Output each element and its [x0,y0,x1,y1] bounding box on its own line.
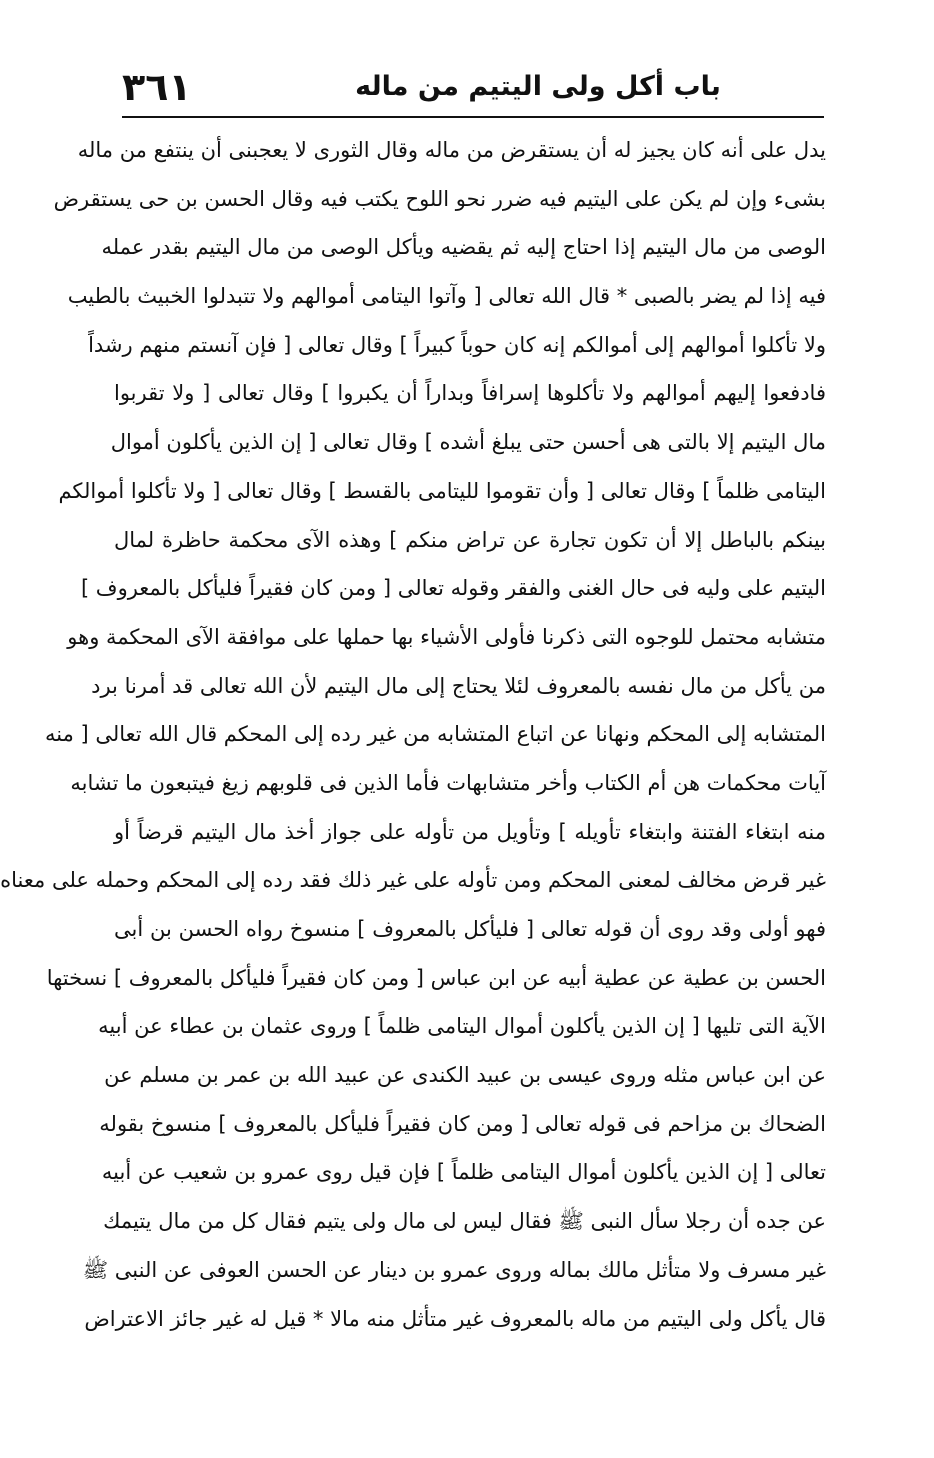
text-line: فادفعوا إليهم أموالهم ولا تأكلوها إسرافاً وبداراً أن يكبروا ] وقال تعالى [ ولا تقربوا [114,381,826,406]
text-line: الحسن بن عطية عن عطية أبيه عن ابن عباس [ ومن كان فقيراً فليأكل بالمعروف ] نسختها [46,965,826,990]
text-line: بشىء وإن لم يكن على اليتيم فيه ضرر نحو اللوح يكتب فيه وقال الحسن بن حى يستقرض [53,186,826,211]
text-line: يدل على أنه كان يجيز له أن يستقرض من ماله وقال الثورى لا يعجبنى أن ينتفع من ماله [77,138,826,162]
text-line: بينكم بالباطل إلا أن تكون تجارة عن تراض منكم ] وهذه الآى محكمة حاظرة لمال [114,527,826,552]
text-line: الآية التى تليها [ إن الذين يأكلون أموال اليتامى ظلماً ] وروى عثمان بن عطاء عن أبيه [98,1014,826,1039]
text-line: قال يأكل ولى اليتيم من ماله بالمعروف غير متأثل منه مالا * قيل له غير جائز الاعتراض [84,1306,826,1331]
text-line: فهو أولى وقد روى أن قوله تعالى [ فليأكل بالمعروف ] منسوخ رواه الحسن بن أبى [114,917,826,941]
text-line: فيه إذا لم يضر بالصبى * قال الله تعالى [ وآتوا اليتامى أموالهم ولا تتبدلوا الخبيث بالطيب [67,284,826,309]
page-number: ٣٦١ [122,65,192,109]
page-header [122,62,824,112]
text-line: اليتيم على وليه فى حال الغنى والفقر وقوله تعالى [ ومن كان فقيراً فليأكل بالمعروف ] [80,576,826,601]
text-line: المتشابه إلى المحكم ونهانا عن اتباع المتشابه من غير رده إلى المحكم قال الله تعالى [ منه [44,722,826,747]
text-line: اليتامى ظلماً ] وقال تعالى [ وأن تقوموا لليتامى بالقسط ] وقال تعالى [ ولا تأكلوا أموالكم [58,478,826,503]
text-line: مال اليتيم إلا بالتى هى أحسن حتى يبلغ أشده ] وقال تعالى [ إن الذين يأكلون أموال [110,430,826,455]
text-line: تعالى [ إن الذين يأكلون أموال اليتامى ظلماً ] فإن قيل روى عمرو بن شعيب عن أبيه [101,1160,826,1185]
text-line: منه ابتغاء الفتنة وابتغاء تأويله ] وتأويل من تأوله على جواز أخذ مال اليتيم قرضاً أو [114,819,826,844]
text-line: ولا تأكلوا أموالهم إلى أموالكم إنه كان حوباً كبيراً ] وقال تعالى [ فإن آنستم منهم رشداً [88,332,826,357]
body-text [0,126,826,1343]
text-line: الضحاك بن مزاحم فى قوله تعالى [ ومن كان فقيراً فليأكل بالمعروف ] منسوخ بقوله [99,1111,826,1136]
text-line: متشابه محتمل للوجوه التى ذكرنا فأولى الأشياء بها حملها على موافقة الآى المحكمة وهو [67,624,826,649]
header-divider [122,116,824,118]
text-line: غير قرض مخالف لمعنى المحكم ومن تأوله على غير ذلك فقد رده إلى المحكم وحمله على معناه [0,868,826,893]
text-line: عن ابن عباس مثله وروى عيسى بن عبيد الكندى عن عبيد الله بن عمر بن مسلم عن [104,1063,826,1088]
text-line: عن جده أن رجلا سأل النبى ﷺ فقال ليس لى مال ولى يتيم فقال كل من مال يتيمك [103,1209,826,1234]
text-line: آيات محكمات هن أم الكتاب وأخر متشابهات فأما الذين فى قلوبهم زيغ فيتبعون ما تشابه [70,770,826,795]
text-line: الوصى من مال اليتيم إذا احتاج إليه ثم يقضيه ويأكل الوصى من مال اليتيم بقدر عمله [101,235,826,260]
text-line: من يأكل من مال نفسه بالمعروف لئلا يحتاج إلى مال اليتيم لأن الله تعالى قد أمرنا برد [91,673,826,698]
text-line: غير مسرف ولا متأثل مالك بماله وروى عمرو بن دينار عن الحسن العوفى عن النبى ﷺ [82,1257,826,1282]
running-title: باب أكل ولى اليتيم من ماله [355,71,721,102]
